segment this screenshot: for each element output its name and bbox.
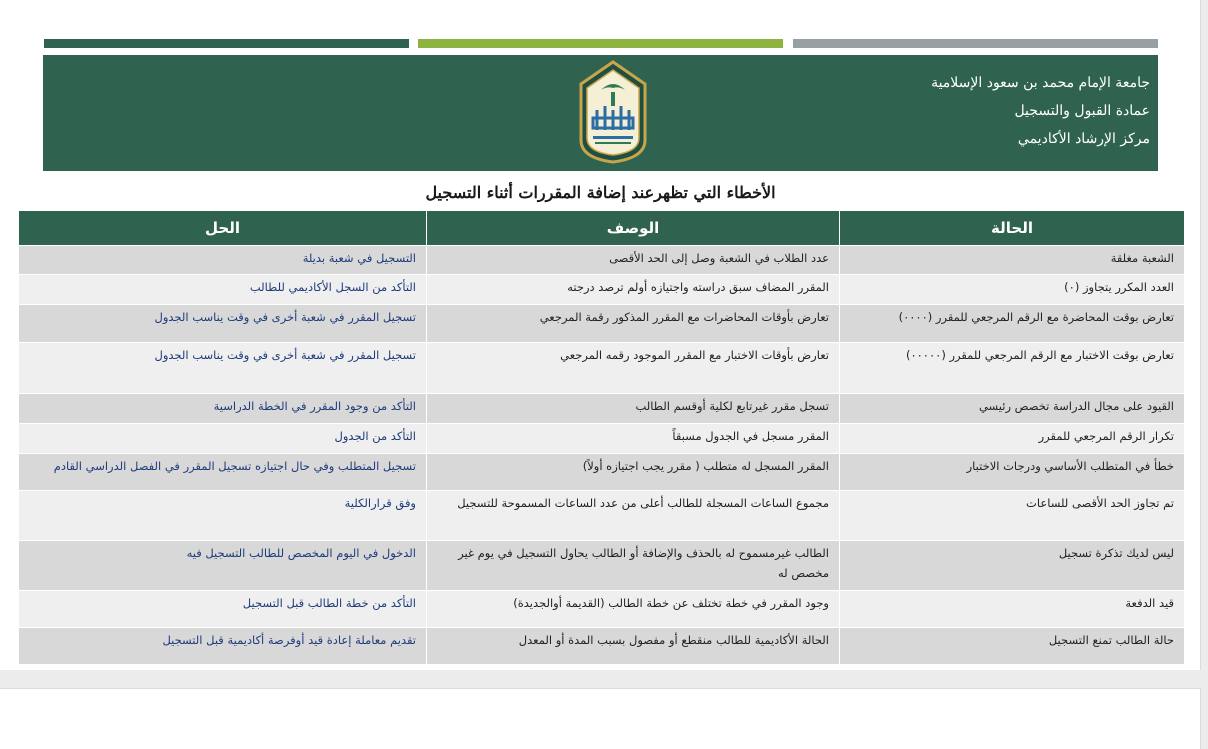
solution-cell: تسجيل المتطلب وفي حال اجتيازه تسجيل المقرر في الفصل الدراسي القادم (19, 454, 427, 491)
column-header-description: الوصف (427, 211, 840, 246)
description-cell: الحالة الأكاديمية للطالب منقطع أو مفصول بسبب المدة أو المعدل (427, 628, 840, 665)
solution-cell: تقديم معاملة إعادة قيد أوفرصة أكاديمية قبل التسجيل (19, 628, 427, 665)
solution-cell: التأكد من السجل الأكاديمي للطالب (19, 275, 427, 305)
description-cell: تعارض بأوقات الاختبار مع المقرر الموجود رقمه المرجعي (427, 343, 840, 394)
header-stripe-green (44, 39, 409, 48)
description-cell: تعارض بأوقات المحاضرات مع المقرر المذكور رقمة المرجعي (427, 305, 840, 343)
description-cell: المقرر المضاف سبق دراسته واجتيازه أولم ترصد درجته (427, 275, 840, 305)
case-cell: تعارض بوقت المحاضرة مع الرقم المرجعي للمقرر (٠٠٠٠) (840, 305, 1185, 343)
table-row (19, 394, 1185, 424)
case-cell: تم تجاوز الحد الأقصى للساعات (840, 491, 1185, 541)
table-row (19, 424, 1185, 454)
next-page-preview (0, 688, 1201, 749)
column-header-case: الحالة (840, 211, 1185, 246)
table-row (19, 305, 1185, 343)
case-cell: قيد الدفعة (840, 591, 1185, 628)
table-row (19, 491, 1185, 541)
description-cell: الطالب غيرمسموح له بالحذف والإضافة أو الطالب يحاول التسجيل في يوم غير مخصص له (427, 541, 840, 591)
description-cell: المقرر المسجل له متطلب ( مقرر يجب اجتيازه أولاً) (427, 454, 840, 491)
solution-cell: التأكد من وجود المقرر في الخطة الدراسية (19, 394, 427, 424)
case-cell: الشعبة مغلقة (840, 246, 1185, 275)
case-cell: تكرار الرقم المرجعي للمقرر (840, 424, 1185, 454)
case-cell: تعارض بوقت الاختبار مع الرقم المرجعي للمقرر (٠٠٠٠٠) (840, 343, 1185, 394)
table-row (19, 343, 1185, 394)
case-cell: خطأ في المتطلب الأساسي ودرجات الاختبار (840, 454, 1185, 491)
description-cell: تسجل مقرر غيرتابع لكلية أوقسم الطالب (427, 394, 840, 424)
solution-cell: التسجيل في شعبة بديلة (19, 246, 427, 275)
deanship-name: عمادة القبول والتسجيل (1014, 103, 1150, 119)
table-row (19, 275, 1185, 305)
table-row (19, 454, 1185, 491)
table-header-row (19, 211, 1185, 246)
solution-cell: التأكد من الجدول (19, 424, 427, 454)
table-row (19, 246, 1185, 275)
table-row (19, 628, 1185, 665)
header-stripe-light-green (418, 39, 783, 48)
solution-cell: الدخول في اليوم المخصص للطالب التسجيل فيه (19, 541, 427, 591)
table-row (19, 591, 1185, 628)
university-name: جامعة الإمام محمد بن سعود الإسلامية (931, 75, 1150, 91)
solution-cell: تسجيل المقرر في شعبة أخرى في وقت يناسب الجدول (19, 305, 427, 343)
case-cell: القيود على مجال الدراسة تخصص رئيسي (840, 394, 1185, 424)
solution-cell: التأكد من خطة الطالب قبل التسجيل (19, 591, 427, 628)
table-row (19, 541, 1185, 591)
institution-lines (931, 69, 1150, 153)
case-cell: العدد المكرر يتجاوز (٠) (840, 275, 1185, 305)
column-header-solution: الحل (19, 211, 427, 246)
header-banner (43, 55, 1158, 171)
description-cell: مجموع الساعات المسجلة للطالب أعلى من عدد الساعات المسموحة للتسجيل (427, 491, 840, 541)
university-logo (571, 58, 655, 166)
description-cell: عدد الطلاب في الشعبة وصل إلى الحد الأقصى (427, 246, 840, 275)
solution-cell: تسجيل المقرر في شعبة أخرى في وقت يناسب الجدول (19, 343, 427, 394)
case-cell: ليس لديك تذكرة تسجيل (840, 541, 1185, 591)
solution-cell: وفق قرارالكلية (19, 491, 427, 541)
description-cell: المقرر مسجل في الجدول مسبقاً (427, 424, 840, 454)
description-cell: وجود المقرر في خطة تختلف عن خطة الطالب (القديمة أوالجديدة) (427, 591, 840, 628)
case-cell: حالة الطالب تمنع التسجيل (840, 628, 1185, 665)
page-title: الأخطاء التي تظهرعند إضافة المقررات أثناء التسجيل (425, 183, 776, 202)
center-name: مركز الإرشاد الأكاديمي (1017, 131, 1150, 147)
errors-table (18, 210, 1185, 665)
header-stripe-gray (793, 39, 1158, 48)
